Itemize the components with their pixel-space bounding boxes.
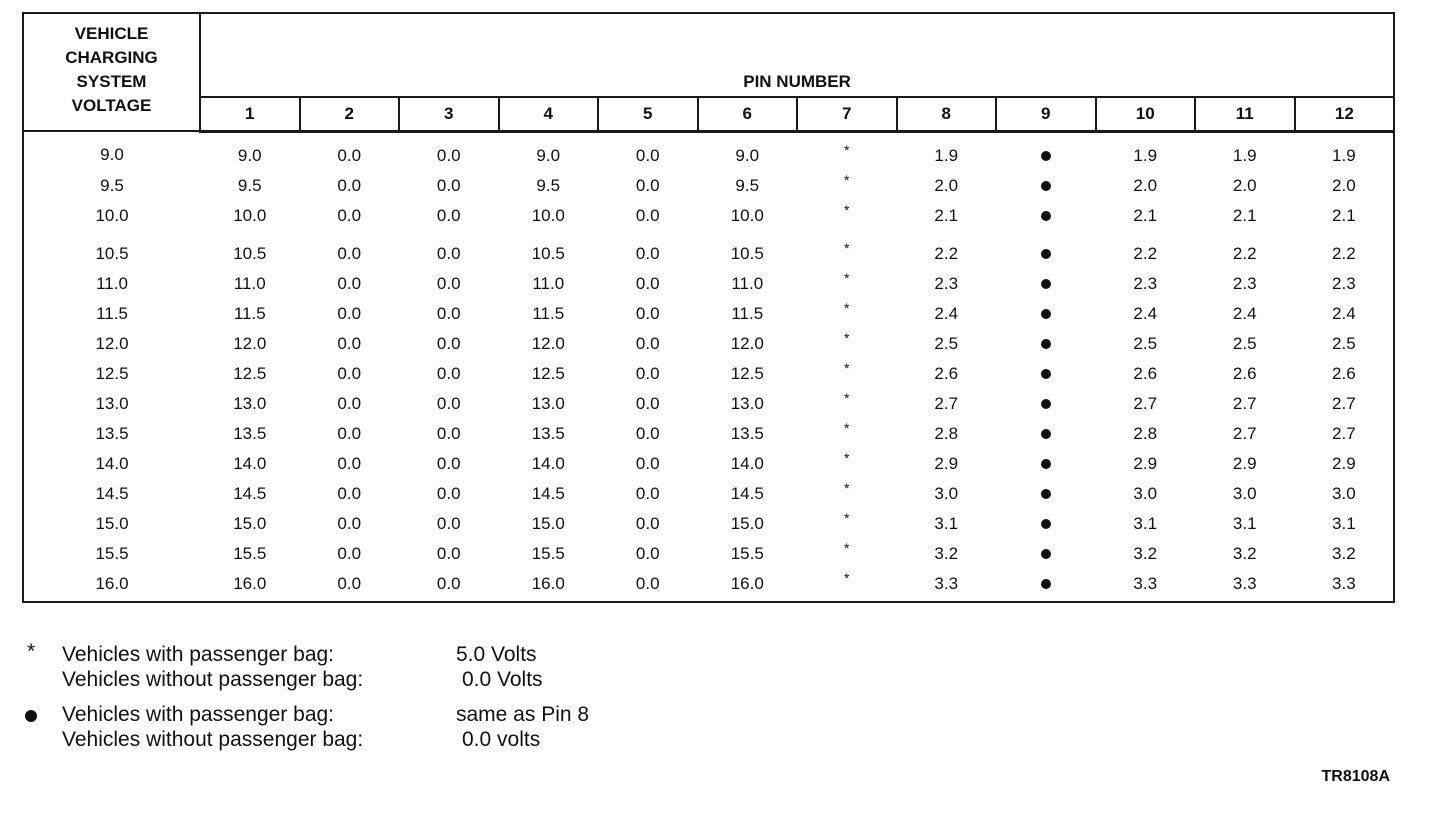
pin-voltage-cell: 2.5 xyxy=(1133,333,1158,353)
pin-voltage-cell: 2.7 xyxy=(1232,393,1257,413)
pin-voltage-cell: 15.0 xyxy=(233,513,267,533)
pin-voltage-cell: 10.0 xyxy=(531,205,565,225)
pin-voltage-cell: 2.4 xyxy=(1332,303,1356,323)
pin-voltage-cell: 0.0 xyxy=(337,423,362,443)
pin-voltage-cell: 2.7 xyxy=(1332,393,1356,413)
pin-voltage-cell: 2.2 xyxy=(1232,243,1257,263)
system-voltage-cell: 10.0 xyxy=(95,205,129,225)
pin-voltage-cell: 2.9 xyxy=(1232,453,1257,473)
filled-circle-icon xyxy=(1041,489,1051,499)
pin-voltage-cell: 2.5 xyxy=(1332,333,1356,353)
system-voltage-cell: 9.0 xyxy=(100,145,124,165)
asterisk-mark: * xyxy=(844,539,850,556)
pin9-note-cell xyxy=(996,269,1096,299)
footnote-label: Vehicles without passenger bag: xyxy=(62,728,364,751)
system-voltage-cell: 13.0 xyxy=(95,393,129,413)
system-voltage-cell: 9.5 xyxy=(100,175,124,195)
pin-voltage-cell: 3.2 xyxy=(1332,543,1356,563)
pin-voltage-cell: 16.0 xyxy=(730,573,764,593)
pin-voltage-cell: 13.0 xyxy=(233,393,267,413)
pin-voltage-cell: 0.0 xyxy=(436,423,461,443)
footnote-dot-without-line xyxy=(62,727,589,752)
pin-voltage-cell: 0.0 xyxy=(436,393,461,413)
table-row xyxy=(23,539,1394,569)
pin-voltage-cell: 3.2 xyxy=(934,543,959,563)
pin7-note-cell xyxy=(797,479,897,509)
pin-voltage-cell: 14.5 xyxy=(233,483,267,503)
asterisk-mark: * xyxy=(844,419,850,436)
system-voltage-cell: 10.5 xyxy=(95,243,129,263)
pin-voltage-cell: 0.0 xyxy=(635,573,660,593)
pin-voltage-cell: 2.8 xyxy=(1133,423,1158,443)
pin7-note-cell xyxy=(797,171,897,201)
pin-voltage-cell: 2.3 xyxy=(1332,273,1356,293)
system-voltage-cell: 12.5 xyxy=(95,363,129,383)
system-voltage-cell: 12.0 xyxy=(95,333,129,353)
pin-voltage-cell: 2.8 xyxy=(934,423,959,443)
pin-number-row xyxy=(23,97,1394,132)
pin-voltage-cell: 0.0 xyxy=(436,273,461,293)
filled-circle-icon xyxy=(1041,429,1051,439)
table-row xyxy=(23,509,1394,539)
pin9-note-cell xyxy=(996,389,1096,419)
pin-voltage-cell: 3.2 xyxy=(1232,543,1257,563)
pin-number-header: PIN NUMBER xyxy=(200,13,1394,97)
pin-voltage-cell: 2.7 xyxy=(1332,423,1356,443)
pin7-note-cell xyxy=(797,269,897,299)
pin-voltage-cell: 2.3 xyxy=(1232,273,1257,293)
pin9-note-cell xyxy=(996,569,1096,602)
footnote-star xyxy=(62,642,543,692)
pin-header-9: 9 xyxy=(996,97,1096,132)
pin-voltage-cell: 0.0 xyxy=(635,423,660,443)
pin-voltage-cell: 14.0 xyxy=(233,453,267,473)
pin-voltage-cell: 0.0 xyxy=(337,513,362,533)
pin7-note-cell xyxy=(797,509,897,539)
pin-header-11: 11 xyxy=(1195,97,1295,132)
pin-voltage-cell: 2.6 xyxy=(1133,363,1158,383)
pin-voltage-cell: 3.3 xyxy=(1232,573,1257,593)
pin7-note-cell xyxy=(797,231,897,269)
table-row xyxy=(23,329,1394,359)
pin7-note-cell xyxy=(797,569,897,602)
pin-voltage-cell: 0.0 xyxy=(337,333,362,353)
pin-voltage-cell: 2.3 xyxy=(1133,273,1158,293)
pin-header-6: 6 xyxy=(698,97,798,132)
system-voltage-cell: 15.0 xyxy=(95,513,129,533)
pin9-note-cell xyxy=(996,131,1096,171)
pin-voltage-cell: 2.9 xyxy=(934,453,959,473)
pin-voltage-cell: 0.0 xyxy=(635,205,660,225)
pin-voltage-cell: 9.5 xyxy=(735,175,760,195)
system-voltage-cell: 16.0 xyxy=(95,573,129,593)
pin-voltage-cell: 13.5 xyxy=(531,423,565,443)
pin-header-8: 8 xyxy=(897,97,997,132)
table-row xyxy=(23,449,1394,479)
pin9-note-cell xyxy=(996,359,1096,389)
pin-voltage-cell: 11.0 xyxy=(731,273,764,293)
asterisk-mark: * xyxy=(844,329,850,346)
footnote-label: Vehicles with passenger bag: xyxy=(62,643,335,666)
pin-voltage-cell: 0.0 xyxy=(337,303,362,323)
asterisk-mark: * xyxy=(844,239,850,256)
filled-circle-icon xyxy=(1041,399,1051,409)
pin-voltage-cell: 2.5 xyxy=(1232,333,1257,353)
pin-voltage-cell: 0.0 xyxy=(436,243,461,263)
pin-voltage-cell: 13.0 xyxy=(730,393,764,413)
pin-voltage-cell: 3.3 xyxy=(1133,573,1158,593)
pin-voltage-cell: 1.9 xyxy=(1232,145,1257,165)
pin-voltage-cell: 14.5 xyxy=(531,483,565,503)
pin-voltage-cell: 2.0 xyxy=(1332,175,1356,195)
pin-voltage-cell: 0.0 xyxy=(436,175,461,195)
filled-circle-icon xyxy=(1041,339,1051,349)
pin-voltage-cell: 13.5 xyxy=(730,423,764,443)
pin-voltage-cell: 14.0 xyxy=(730,453,764,473)
pin-voltage-table xyxy=(22,12,1395,603)
pin-voltage-cell: 10.5 xyxy=(531,243,565,263)
pin-voltage-cell: 0.0 xyxy=(436,205,461,225)
pin-voltage-cell: 0.0 xyxy=(337,205,362,225)
pin-voltage-cell: 0.0 xyxy=(337,543,362,563)
pin-voltage-cell: 2.0 xyxy=(1232,175,1257,195)
footnote-label: Vehicles without passenger bag: xyxy=(62,668,364,691)
footnote-dot-symbol xyxy=(25,704,37,728)
filled-circle-icon xyxy=(1041,181,1051,191)
pin-voltage-cell: 3.0 xyxy=(1133,483,1158,503)
pin-voltage-cell: 2.6 xyxy=(1232,363,1257,383)
pin9-note-cell xyxy=(996,201,1096,231)
pin9-note-cell xyxy=(996,231,1096,269)
pin-voltage-cell: 10.0 xyxy=(730,205,764,225)
pin-voltage-cell: 16.0 xyxy=(233,573,267,593)
pin-voltage-cell: 2.1 xyxy=(1133,205,1158,225)
pin-voltage-cell: 3.0 xyxy=(1232,483,1257,503)
system-voltage-cell: 11.5 xyxy=(96,303,128,323)
pin-voltage-cell: 12.5 xyxy=(233,363,267,383)
pin-voltage-cell: 9.0 xyxy=(735,145,760,165)
pin-voltage-cell: 12.0 xyxy=(531,333,565,353)
table-row xyxy=(23,171,1394,201)
pin-voltage-cell: 0.0 xyxy=(436,543,461,563)
asterisk-mark: * xyxy=(844,299,850,316)
pin-voltage-cell: 0.0 xyxy=(436,333,461,353)
pin-voltage-cell: 16.0 xyxy=(531,573,565,593)
voltage-column-header: VEHICLE CHARGING SYSTEM VOLTAGE xyxy=(23,13,200,131)
filled-circle-icon xyxy=(1041,309,1051,319)
pin-voltage-cell: 3.3 xyxy=(1332,573,1356,593)
pin-voltage-cell: 2.1 xyxy=(1332,205,1356,225)
pin-header-10: 10 xyxy=(1096,97,1196,132)
pin-voltage-cell: 2.6 xyxy=(934,363,959,383)
pin-voltage-cell: 0.0 xyxy=(635,513,660,533)
pin-voltage-cell: 3.0 xyxy=(1332,483,1356,503)
system-voltage-cell: 14.5 xyxy=(95,483,129,503)
pin-voltage-cell: 3.3 xyxy=(934,573,959,593)
pin-voltage-cell: 3.1 xyxy=(1232,513,1257,533)
filled-circle-icon xyxy=(1041,579,1051,589)
pin-voltage-cell: 10.5 xyxy=(730,243,764,263)
pin9-note-cell xyxy=(996,171,1096,201)
pin9-note-cell xyxy=(996,299,1096,329)
pin-voltage-cell: 2.5 xyxy=(934,333,959,353)
pin7-note-cell xyxy=(797,201,897,231)
table-row xyxy=(23,419,1394,449)
pin-voltage-cell: 0.0 xyxy=(635,303,660,323)
pin7-note-cell xyxy=(797,389,897,419)
pin-voltage-cell: 12.5 xyxy=(730,363,764,383)
pin-voltage-cell: 1.9 xyxy=(1133,145,1158,165)
pin-voltage-cell: 0.0 xyxy=(436,483,461,503)
pin7-note-cell xyxy=(797,419,897,449)
pin-voltage-cell: 0.0 xyxy=(337,363,362,383)
footnote-star-with-line xyxy=(62,642,543,667)
footnote-value: 0.0 Volts xyxy=(462,668,543,691)
pin-voltage-cell: 0.0 xyxy=(337,453,362,473)
system-voltage-cell: 15.5 xyxy=(95,543,129,563)
asterisk-mark: * xyxy=(844,479,850,496)
pin-voltage-cell: 2.4 xyxy=(1232,303,1257,323)
pin-voltage-cell: 0.0 xyxy=(635,273,660,293)
pin-voltage-cell: 10.0 xyxy=(233,205,267,225)
filled-circle-icon xyxy=(1041,211,1051,221)
pin-voltage-cell: 2.4 xyxy=(934,303,959,323)
pin-voltage-cell: 0.0 xyxy=(337,483,362,503)
pin-voltage-cell: 1.9 xyxy=(1332,145,1356,165)
pin-header-4: 4 xyxy=(499,97,599,132)
footnote-star-symbol: * xyxy=(27,640,36,663)
footnote-value: 0.0 volts xyxy=(462,728,541,751)
pin-voltage-cell: 0.0 xyxy=(436,145,461,165)
table-row xyxy=(23,359,1394,389)
asterisk-mark: * xyxy=(844,171,850,188)
asterisk-mark: * xyxy=(844,569,850,586)
pin9-note-cell xyxy=(996,449,1096,479)
asterisk-mark: * xyxy=(844,359,850,376)
pin-voltage-cell: 2.2 xyxy=(1133,243,1158,263)
pin-voltage-cell: 3.1 xyxy=(1332,513,1356,533)
pin-voltage-cell: 11.5 xyxy=(731,303,764,323)
footnote-value: same as Pin 8 xyxy=(456,703,590,726)
pin-header-5: 5 xyxy=(598,97,698,132)
filled-circle-icon xyxy=(1041,369,1051,379)
pin9-note-cell xyxy=(996,509,1096,539)
pin-header-2: 2 xyxy=(300,97,400,132)
table-row xyxy=(23,231,1394,269)
table-row xyxy=(23,131,1394,171)
pin-voltage-cell: 15.5 xyxy=(233,543,267,563)
pin-voltage-cell: 2.6 xyxy=(1332,363,1356,383)
pin-voltage-cell: 9.0 xyxy=(536,145,561,165)
pin-voltage-cell: 11.0 xyxy=(233,273,266,293)
pin-header-1: 1 xyxy=(200,97,300,132)
table-row xyxy=(23,269,1394,299)
pin-voltage-cell: 0.0 xyxy=(635,363,660,383)
pin-voltage-cell: 14.0 xyxy=(531,453,565,473)
filled-circle-icon xyxy=(1041,549,1051,559)
pin-voltage-cell: 0.0 xyxy=(635,333,660,353)
filled-circle-icon xyxy=(1041,279,1051,289)
voltage-table-body xyxy=(23,131,1394,602)
pin-voltage-cell: 2.0 xyxy=(1133,175,1158,195)
pin-voltage-cell: 2.2 xyxy=(1332,243,1356,263)
table-row xyxy=(23,389,1394,419)
pin-voltage-cell: 0.0 xyxy=(337,273,362,293)
pin-voltage-cell: 0.0 xyxy=(337,243,362,263)
pin-voltage-cell: 11.5 xyxy=(532,303,565,323)
pin-voltage-cell: 2.3 xyxy=(934,273,959,293)
pin-voltage-cell: 3.2 xyxy=(1133,543,1158,563)
pin-voltage-cell: 13.0 xyxy=(531,393,565,413)
pin9-note-cell xyxy=(996,329,1096,359)
pin-voltage-cell: 15.5 xyxy=(730,543,764,563)
filled-circle-icon xyxy=(25,710,37,722)
pin7-note-cell xyxy=(797,449,897,479)
table-row xyxy=(23,569,1394,602)
pin-voltage-cell: 0.0 xyxy=(635,175,660,195)
pin-voltage-cell: 2.2 xyxy=(934,243,959,263)
pin-voltage-cell: 2.4 xyxy=(1133,303,1158,323)
pin-voltage-cell: 1.9 xyxy=(934,145,959,165)
table-row xyxy=(23,201,1394,231)
footnote-dot-with-line xyxy=(62,702,589,727)
pin-voltage-cell: 3.0 xyxy=(934,483,959,503)
pin-voltage-cell: 0.0 xyxy=(635,543,660,563)
pin9-note-cell xyxy=(996,539,1096,569)
pin-voltage-cell: 2.7 xyxy=(1133,393,1158,413)
asterisk-mark: * xyxy=(844,141,850,158)
pin-voltage-cell: 15.5 xyxy=(531,543,565,563)
pin-voltage-cell: 2.0 xyxy=(934,175,959,195)
pin-voltage-cell: 0.0 xyxy=(635,483,660,503)
table-row xyxy=(23,479,1394,509)
pin-voltage-cell: 0.0 xyxy=(337,393,362,413)
pin-voltage-cell: 2.9 xyxy=(1332,453,1356,473)
footnote-value: 5.0 Volts xyxy=(456,643,537,666)
pin-voltage-cell: 12.0 xyxy=(233,333,267,353)
pin-voltage-cell: 12.5 xyxy=(531,363,565,383)
system-voltage-cell: 14.0 xyxy=(95,453,129,473)
pin-voltage-cell: 0.0 xyxy=(635,453,660,473)
pin9-note-cell xyxy=(996,419,1096,449)
pin-voltage-cell: 9.5 xyxy=(237,175,262,195)
pin-voltage-cell: 13.5 xyxy=(233,423,267,443)
system-voltage-cell: 13.5 xyxy=(95,423,129,443)
table-row xyxy=(23,299,1394,329)
pin-voltage-cell: 14.5 xyxy=(730,483,764,503)
pin-voltage-cell: 15.0 xyxy=(531,513,565,533)
pin-voltage-cell: 0.0 xyxy=(436,573,461,593)
pin-voltage-cell: 0.0 xyxy=(635,145,660,165)
pin7-note-cell xyxy=(797,299,897,329)
pin-voltage-cell: 0.0 xyxy=(436,363,461,383)
pin-voltage-cell: 0.0 xyxy=(436,303,461,323)
pin-voltage-cell: 2.7 xyxy=(934,393,959,413)
pin-voltage-cell: 11.5 xyxy=(233,303,266,323)
asterisk-mark: * xyxy=(844,389,850,406)
pin7-note-cell xyxy=(797,359,897,389)
filled-circle-icon xyxy=(1041,151,1051,161)
pin-header-3: 3 xyxy=(399,97,499,132)
figure-code: TR8108A xyxy=(1321,768,1390,785)
pin-voltage-cell: 11.0 xyxy=(532,273,565,293)
pin-voltage-cell: 10.5 xyxy=(233,243,267,263)
pin-voltage-cell: 2.1 xyxy=(934,205,959,225)
system-voltage-cell: 11.0 xyxy=(96,273,128,293)
asterisk-mark: * xyxy=(844,509,850,526)
pin7-note-cell xyxy=(797,539,897,569)
pin-header-7: 7 xyxy=(797,97,897,132)
pin-voltage-cell: 2.1 xyxy=(1232,205,1257,225)
asterisk-mark: * xyxy=(844,269,850,286)
pin-voltage-cell: 0.0 xyxy=(337,175,362,195)
footnote-label: Vehicles with passenger bag: xyxy=(62,703,335,726)
pin7-note-cell xyxy=(797,131,897,171)
footnote-dot xyxy=(62,702,589,752)
pin9-note-cell xyxy=(996,479,1096,509)
pin7-note-cell xyxy=(797,329,897,359)
pin-voltage-cell: 9.5 xyxy=(536,175,561,195)
pin-voltage-cell: 15.0 xyxy=(730,513,764,533)
pin-voltage-cell: 3.1 xyxy=(1133,513,1158,533)
pin-voltage-cell: 0.0 xyxy=(635,393,660,413)
pin-voltage-cell: 2.7 xyxy=(1232,423,1257,443)
filled-circle-icon xyxy=(1041,249,1051,259)
pin-header-12: 12 xyxy=(1295,97,1395,132)
pin-voltage-cell: 0.0 xyxy=(635,243,660,263)
filled-circle-icon xyxy=(1041,459,1051,469)
pin-voltage-cell: 0.0 xyxy=(436,513,461,533)
footnote-star-without-line xyxy=(62,667,543,692)
pin-voltage-cell: 0.0 xyxy=(436,453,461,473)
asterisk-mark: * xyxy=(844,449,850,466)
pin-voltage-cell: 2.9 xyxy=(1133,453,1158,473)
pin-voltage-cell: 0.0 xyxy=(337,145,362,165)
pin-voltage-cell: 3.1 xyxy=(934,513,959,533)
pin-voltage-cell: 12.0 xyxy=(730,333,764,353)
pin-voltage-cell: 9.0 xyxy=(237,145,262,165)
pin-voltage-cell: 0.0 xyxy=(337,573,362,593)
asterisk-mark: * xyxy=(844,201,850,218)
filled-circle-icon xyxy=(1041,519,1051,529)
